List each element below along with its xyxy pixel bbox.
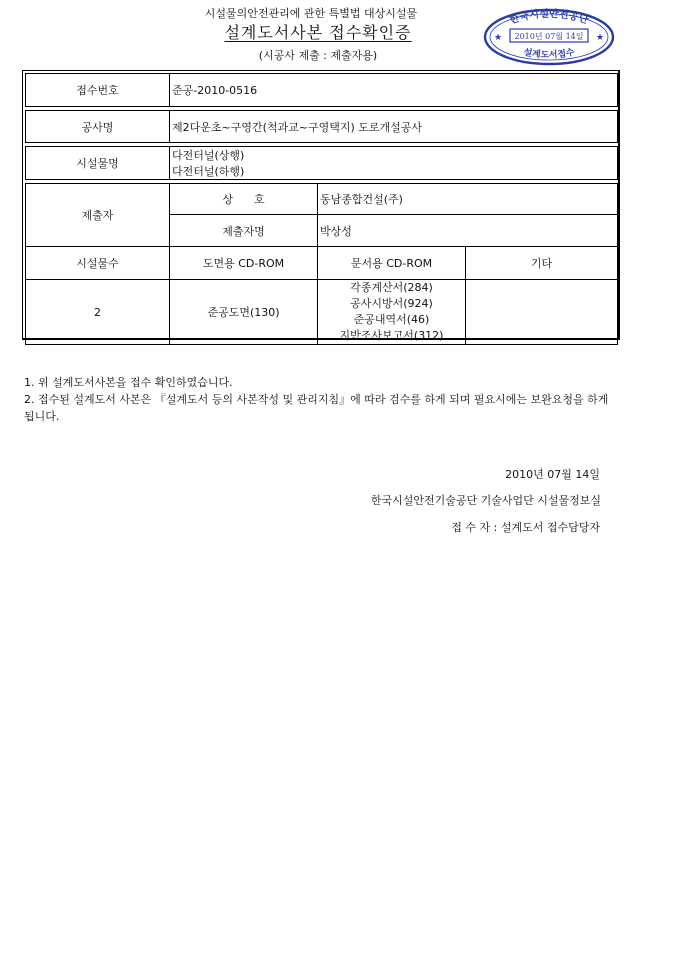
drawing-cd-value: 준공도면(130) <box>170 280 318 345</box>
receiver: 접 수 자 : 설계도서 접수담당자 <box>451 521 600 534</box>
doc-cd-item: 지반조사보고서(312) <box>339 329 444 342</box>
doc-cd-item: 준공내역서(46) <box>353 313 430 326</box>
receipt-no-label: 접수번호 <box>26 74 170 107</box>
row-project <box>26 111 618 143</box>
row-facility-name <box>26 147 618 180</box>
page-title-text: 설계도서사본 접수확인증 <box>224 23 412 42</box>
facility-name-label: 시설물명 <box>26 147 170 180</box>
issuing-organization: 한국시설안전기술공단 기술사업단 시설물정보실 <box>370 494 601 507</box>
receipt-no-value: 준공-2010-0516 <box>170 74 618 107</box>
stamp-date-text: 2010년 07월 14일 <box>514 32 584 41</box>
doc-cd-label: 문서용 CD-ROM <box>318 247 466 280</box>
stamp-dept-text: 설계도서접수 <box>522 47 576 61</box>
reception-stamp <box>482 8 616 66</box>
submitter-label: 제출자 <box>26 184 170 247</box>
facility-name-2: 다전터널(하행) <box>172 165 245 178</box>
page-subtitle: (시공사 제출 : 제출자용) <box>258 49 378 62</box>
stamp-left-star-icon: ★ <box>494 33 503 43</box>
row-values <box>26 280 618 345</box>
row-receipt-no <box>26 74 618 107</box>
other-value <box>466 280 618 345</box>
count-value: 2 <box>26 280 170 345</box>
notes <box>24 374 624 425</box>
drawing-cd-label: 도면용 CD-ROM <box>170 247 318 280</box>
row-company <box>26 184 618 215</box>
company-value: 동남종합건설(주) <box>318 184 618 215</box>
facility-name-values <box>170 147 618 180</box>
count-label: 시설물수 <box>26 247 170 280</box>
submitter-name-label: 제출자명 <box>170 215 318 247</box>
note-1: 1. 위 설계도서사본을 접수 확인하였습니다. <box>24 376 233 389</box>
doc-cd-values <box>318 280 466 345</box>
other-label: 기타 <box>466 247 618 280</box>
issue-date: 2010년 07월 14일 <box>505 468 600 481</box>
doc-cd-item: 각종계산서(284) <box>350 281 433 294</box>
doc-cd-item: 공사시방서(924) <box>350 297 433 310</box>
facility-name-1: 다전터널(상행) <box>172 149 245 162</box>
company-label: 상 호 <box>170 184 318 215</box>
note-2: 2. 접수된 설계도서 사본은 『설계도서 등의 사본작성 및 관리지침』에 따라 검수를 하게 되며 필요시에는 보완요청을 하게 됩니다. <box>24 393 609 423</box>
stamp-right-star-icon: ★ <box>596 33 605 43</box>
project-label: 공사명 <box>26 111 170 143</box>
submitter-name-value: 박상성 <box>318 215 618 247</box>
law-line: 시설물의안전관리에 관한 특별법 대상시설물 <box>204 7 418 20</box>
row-headers <box>26 247 618 280</box>
project-value: 제2다운초~구영간(척과교~구영택지) 도로개설공사 <box>170 111 618 143</box>
receipt-table <box>25 73 618 345</box>
stamp-org-text: 한국시설안전공단 <box>508 8 590 27</box>
